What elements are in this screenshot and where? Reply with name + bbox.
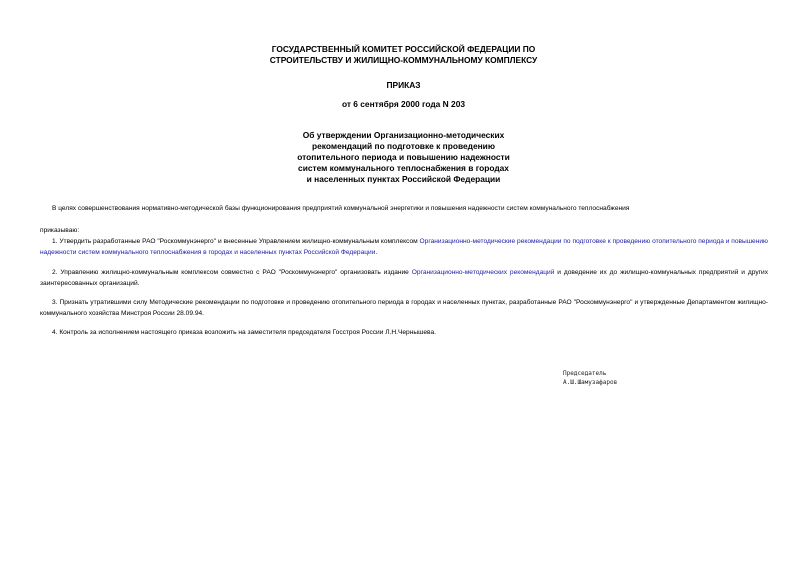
item-3-paragraph: 3. Признать утратившими силу Методические рекомендации по подготовке и проведению отопительного периода в городах и населенных пунктах, разработанные РАО "Роскоммунэнерго" и утвержденные Департаментом жилищно-коммунального хозяйства Минстроя России 28.09.94.	[40, 299, 768, 317]
preamble-paragraph: В целях совершенствования нормативно-методической базы функционирования предприятий коммунальной энергетики и повышения надежности систем коммунального теплоснабжения	[52, 205, 630, 212]
item-1-text: 1. Утвердить разработанные РАО "Роскоммунэнерго" и внесенные Управлением жилищно-коммунальным комплексом	[52, 238, 420, 245]
org-name-line-2: СТРОИТЕЛЬСТВУ И ЖИЛИЩНО-КОММУНАЛЬНОМУ КОМПЛЕКСУ	[269, 55, 538, 65]
document-type: ПРИКАЗ	[386, 80, 421, 90]
recommendations-edition-link[interactable]: Организационно-методических рекомендаций	[411, 269, 555, 276]
org-name-line-1: ГОСУДАРСТВЕННЫЙ КОМИТЕТ РОССИЙСКОЙ ФЕДЕРАЦИИ ПО	[271, 44, 536, 54]
document-title-line-1: Об утверждении Организационно-методических	[302, 130, 505, 140]
order-word: приказываю:	[40, 227, 80, 234]
recommendations-link[interactable]: Организационно-методические рекомендации по подготовке к проведению отопительного периода и повышению надежности систем коммунального теплоснабжения в городах и населенных пунктах Российской Федерации	[40, 238, 768, 256]
document-title-line-3: отопительного периода и повышению надежности	[297, 152, 510, 162]
document-title-line-2: рекомендаций по подготовке к проведению	[312, 141, 495, 151]
signature-name: А.Ш.Шамузафаров	[563, 379, 618, 386]
document-title-line-4: систем коммунального теплоснабжения в городах	[298, 163, 509, 173]
item-1-paragraph	[40, 237, 768, 258]
item-1-end: .	[375, 248, 378, 256]
item-2-end: и доведение их до жилищно-коммунальных предприятий и других заинтересованных организаций.	[40, 269, 768, 287]
item-2-paragraph	[40, 268, 768, 289]
item-4-paragraph: 4. Контроль за исполнением настоящего приказа возложить на заместителя председателя Госстроя России Л.Н.Чернышева.	[52, 329, 436, 336]
document-title-line-5: и населенных пунктах Российской Федерации	[306, 174, 501, 184]
item-2-text: 2. Управлению жилищно-коммунальным комплексом совместно с РАО "Роскоммунэнерго" организовать издание	[52, 269, 412, 276]
signature-position: Председатель	[563, 370, 607, 377]
document-date-number: от 6 сентября 2000 года N 203	[341, 99, 466, 109]
